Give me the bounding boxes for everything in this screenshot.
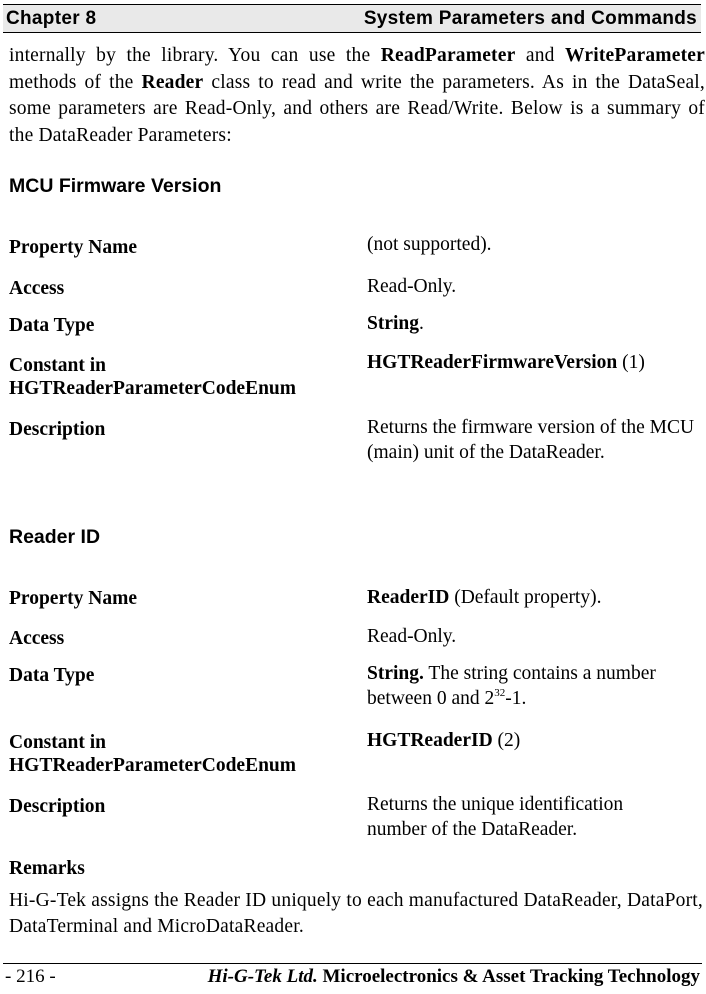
data-type-tail: -1. [505,688,527,709]
page-header [3,4,701,33]
remarks-title: Remarks [9,858,85,879]
remarks-text: Hi-G-Tek assigns the Reader ID uniquely to each manufactured DataReader, DataPort, DataTerminal and MicroDataReader. [9,890,703,937]
label-constant-line1: Constant in [9,355,106,376]
label-constant-line2: HGTReaderParameterCodeEnum [9,378,297,399]
label-constant-line1: Constant in [9,732,106,753]
chapter-title: System Parameters and Commands [363,8,697,29]
footer-company [208,966,700,988]
label-data-type: Data Type [9,665,95,686]
constant-name: HGTReaderFirmwareVersion [367,352,618,373]
label-constant [9,354,296,400]
label-constant-line2: HGTReaderParameterCodeEnum [9,755,297,776]
page-number: - 216 - [5,966,56,987]
data-type-rest: The string contains a number between 0 and 2 [367,663,656,709]
label-access: Access [9,278,65,299]
data-type-string: String. [367,663,424,684]
constant-name: HGTReaderID [367,730,493,751]
label-description: Description [9,419,106,440]
value-access: Read-Only. [367,626,457,647]
data-type-string: String [367,313,420,334]
company-name: Hi-G-Tek Ltd. [207,966,318,987]
intro-text: internally by the library. You can use the [9,45,381,66]
value-property-name [367,585,703,610]
chapter-label: Chapter 8 [6,8,97,29]
section-title-mcu-firmware: MCU Firmware Version [9,175,222,197]
constant-code: (1) [617,352,645,373]
data-type-exponent: 32 [494,687,506,699]
section-title-reader-id: Reader ID [9,526,101,548]
reader-class: Reader [141,71,204,93]
intro-text: class to read and write the parameters. As in the DataSeal, some parameters are Read-Only, and others are Read/Write. Below is a summary of the DataReader Parameters: [9,71,705,146]
write-parameter-method: WriteParameter [565,45,705,66]
label-description: Description [9,796,106,817]
value-description: Returns the firmware version of the MCU (main) unit of the DataReader. [367,417,695,463]
label-property-name: Property Name [9,237,137,258]
label-data-type: Data Type [9,315,95,336]
property-name-bold: ReaderID [367,587,450,608]
data-type-rest: . [419,313,424,334]
value-description: Returns the unique identification number of the DataReader. [367,794,624,840]
intro-paragraph [9,43,705,149]
company-tagline: Microelectronics & Asset Tracking Technology [317,966,700,987]
footer-divider [3,963,702,964]
value-data-type [367,661,667,711]
constant-code: (2) [492,730,521,751]
label-property-name: Property Name [9,588,137,609]
value-property-name: (not supported). [367,234,492,255]
property-name-rest: (Default property). [449,587,602,608]
intro-text: methods of the [9,71,142,93]
value-access: Read-Only. [367,276,457,297]
value-constant [367,350,703,375]
intro-text: and [515,45,566,66]
value-constant [367,728,703,753]
value-data-type [367,311,703,336]
label-access: Access [9,628,65,649]
read-parameter-method: ReadParameter [380,45,516,66]
label-constant [9,731,296,777]
